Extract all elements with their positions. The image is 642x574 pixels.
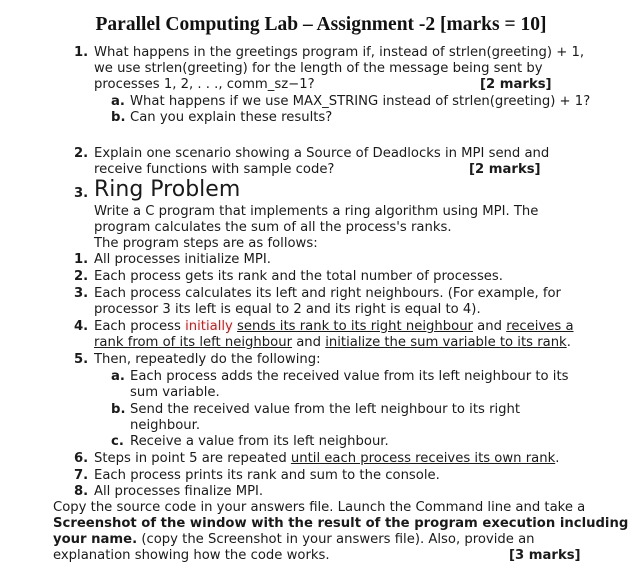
closing-line-3-rest: (copy the Screenshot in your answers file). Also, provide an <box>137 532 535 547</box>
q2-line-1: Explain one scenario showing a Source of Deadlocks in MPI send and <box>94 146 550 161</box>
page-title: Parallel Computing Lab – Assignment -2 [marks = 10] <box>95 14 547 35</box>
step-4-line-1 <box>94 319 574 335</box>
closing-line-3 <box>53 532 535 548</box>
step-5a-label: a. <box>111 369 125 384</box>
closing-line-1: Copy the source code in your answers file. Launch the Command line and take a <box>53 500 586 515</box>
step-5b-line-1: Send the received value from the left neighbour to its right <box>130 402 521 417</box>
q1-marks: [2 marks] <box>480 77 552 92</box>
q3-intro-3: The program steps are as follows: <box>94 236 318 251</box>
q2-number: 2. <box>74 146 89 161</box>
step-3-line-1: Each process calculates its left and right neighbours. (For example, for <box>94 286 561 301</box>
step-4-from-left: rank from of its left neighbour <box>94 335 293 350</box>
step-1-text: All processes initialize MPI. <box>94 252 271 267</box>
step-4-and: and <box>472 319 507 334</box>
step-4-number: 4. <box>74 319 89 334</box>
step-5a-line-1: Each process adds the received value from its left neighbour to its <box>130 369 569 384</box>
closing-line-2: Screenshot of the window with the result of the program execution including <box>53 516 629 531</box>
step-4-receives: receives a <box>506 319 574 334</box>
q1-sub-a-text: What happens if we use MAX_STRING instead of strlen(greeting) + 1? <box>130 94 591 109</box>
step-4-initially: initially <box>185 319 233 334</box>
step-5c-line-1: Receive a value from its left neighbour. <box>130 434 389 449</box>
step-5-number: 5. <box>74 352 89 367</box>
q2-line-2: receive functions with sample code? <box>94 162 335 177</box>
step-6-end: . <box>555 451 560 466</box>
closing-your-name: your name. <box>53 532 138 547</box>
step-6-text <box>94 451 559 467</box>
step-6-pre: Steps in point 5 are repeated <box>94 451 291 466</box>
step-6-number: 6. <box>74 451 89 466</box>
step-3-line-2: processor 3 its left is equal to 2 and its right is equal to 4). <box>94 302 481 317</box>
step-1-number: 1. <box>74 252 89 267</box>
step-5a-line-2: sum variable. <box>130 385 220 400</box>
step-4-pre: Each process <box>94 319 186 334</box>
step-4-send-right: sends its rank to its right neighbour <box>237 319 473 334</box>
q1-sub-b-label: b. <box>111 110 126 125</box>
step-8-text: All processes finalize MPI. <box>94 484 264 499</box>
step-6-until: until each process receives its own rank <box>290 451 556 466</box>
step-5b-label: b. <box>111 402 126 417</box>
step-2-text: Each process gets its rank and the total number of processes. <box>94 269 503 284</box>
q1-sub-a-label: a. <box>111 94 125 109</box>
step-5-text: Then, repeatedly do the following: <box>94 352 321 367</box>
step-5c-label: c. <box>111 434 124 449</box>
q3-intro-2: program calculates the sum of all the process's ranks. <box>94 220 452 235</box>
q1-sub-b-text: Can you explain these results? <box>130 110 333 125</box>
q1-line-3: processes 1, 2, . . ., comm_sz−1? <box>94 77 315 92</box>
q3-number: 3. <box>74 186 89 201</box>
step-4-init-sum: initialize the sum variable to its rank <box>325 335 567 350</box>
q1-number: 1. <box>74 45 89 60</box>
step-4-line-2 <box>94 335 571 351</box>
step-4-end: . <box>566 335 571 350</box>
q1-line-1: What happens in the greetings program if, instead of strlen(greeting) + 1, <box>94 45 585 60</box>
step-4-and-2: and <box>292 335 326 350</box>
q1-line-2: we use strlen(greeting) for the length of the message being sent by <box>94 61 543 76</box>
q2-marks: [2 marks] <box>469 162 541 177</box>
step-5b-line-2: neighbour. <box>130 418 201 433</box>
step-7-text: Each process prints its rank and sum to the console. <box>94 468 440 483</box>
q3-marks: [3 marks] <box>509 548 581 563</box>
step-3-number: 3. <box>74 286 89 301</box>
closing-line-4: explanation showing how the code works. <box>53 548 330 563</box>
q3-heading: Ring Problem <box>94 177 241 202</box>
step-8-number: 8. <box>74 484 89 499</box>
q3-intro-1: Write a C program that implements a ring algorithm using MPI. The <box>94 204 539 219</box>
step-2-number: 2. <box>74 269 89 284</box>
step-7-number: 7. <box>74 468 89 483</box>
